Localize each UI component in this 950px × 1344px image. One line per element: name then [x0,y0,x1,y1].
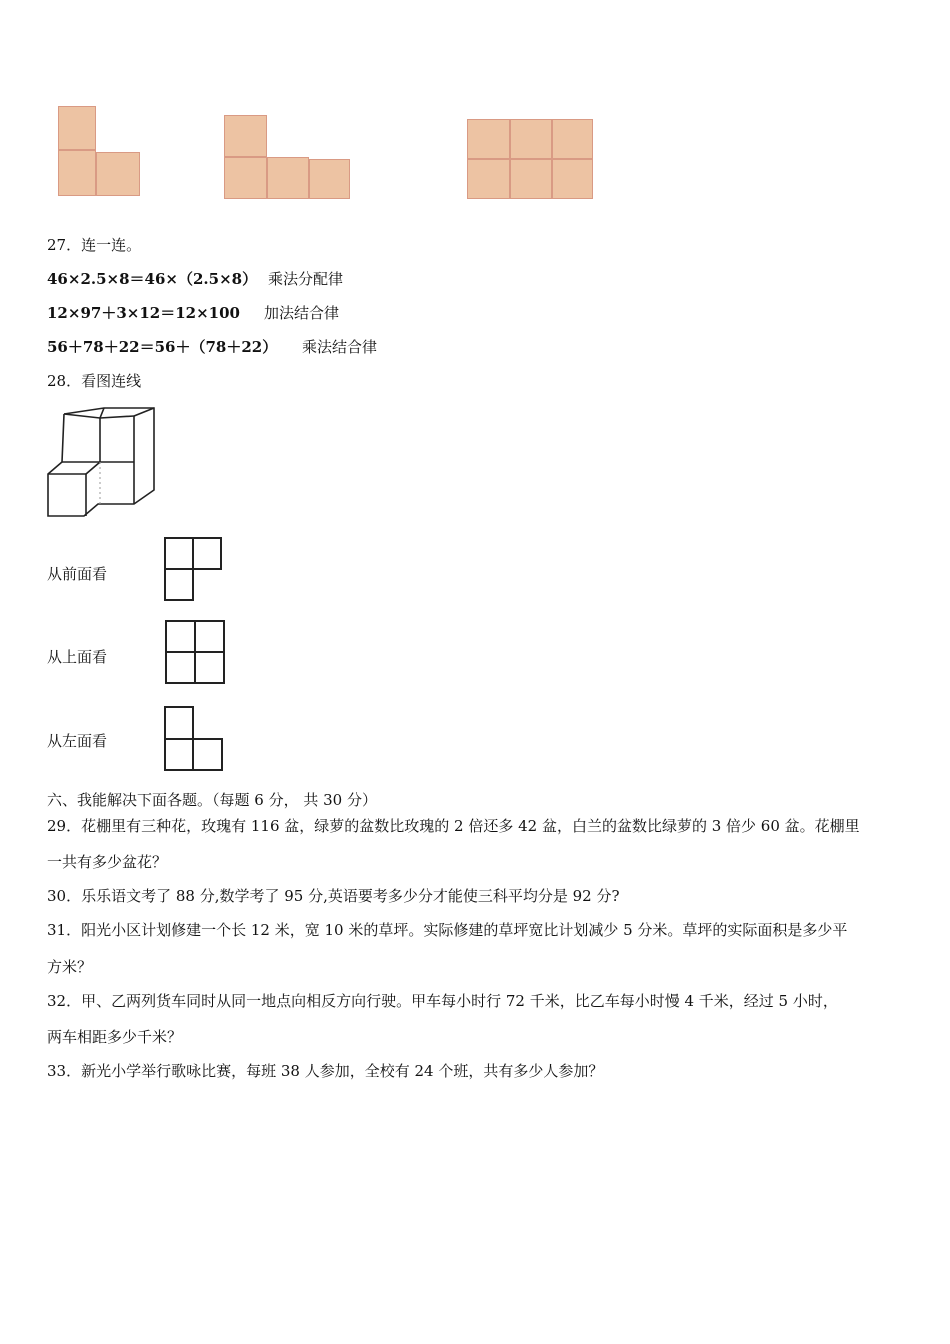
view-front-label: 从前面看 [47,565,108,583]
q27-row-3-right: 乘法结合律 [302,338,378,356]
problem-30: 30．乐乐语文考了 88 分,数学考了 95 分,英语要考多少分才能使三科平均分是 92 分? [47,887,620,905]
problem-31-line-1: 31．阳光小区计划修建一个长 12 米，宽 10 米的草坪。实际修建的草坪宽比计划减少 5 分米。草坪的实际面积是多少平 [47,921,848,939]
tile-figure-2 [222,113,352,201]
problem-32-line-1: 32．甲、乙两列货车同时从同一地点向相反方向行驶。甲车每小时行 72 千米，比乙车每小时慢 4 千米，经过 5 小时， [47,992,838,1010]
view-front-grid [164,537,224,603]
q28-title: 28．看图连线 [47,372,142,390]
problem-33: 33．新光小学举行歌咏比赛，每班 38 人参加，全校有 24 个班，共有多少人参加？ [47,1062,604,1080]
view-left-grid [164,706,226,772]
problem-29-line-1: 29．花棚里有三种花，玫瑰有 116 盆，绿萝的盆数比玫瑰的 2 倍还多 42 盆，白兰的盆数比绿萝的 3 倍少 60 盆。花棚里 [47,817,860,835]
tile-figure-3 [465,117,595,201]
view-top-grid [165,620,227,686]
section-6-heading: 六、我能解决下面各题。（每题 6 分， 共 30 分） [47,791,377,809]
q27-title: 27．连一连。 [47,236,142,254]
q27-row-1-right: 乘法分配律 [268,270,344,288]
problem-29-line-2: 一共有多少盆花？ [47,853,168,871]
tile-figure-1 [56,104,142,198]
q27-row-2-left: 12×97＋3×12＝12×100 [47,304,240,322]
q27-row-1-left: 46×2.5×8＝46×（2.5×8） [47,270,258,288]
problem-32-line-2: 两车相距多少千米？ [47,1028,183,1046]
view-top-label: 从上面看 [47,648,108,666]
q27-row-3-left: 56＋78＋22＝56＋（78＋22） [47,338,278,356]
problem-31-line-2: 方米？ [47,958,93,976]
cube-solid-figure [44,404,160,522]
q27-row-2-right: 加法结合律 [264,304,340,322]
view-left-label: 从左面看 [47,732,108,750]
